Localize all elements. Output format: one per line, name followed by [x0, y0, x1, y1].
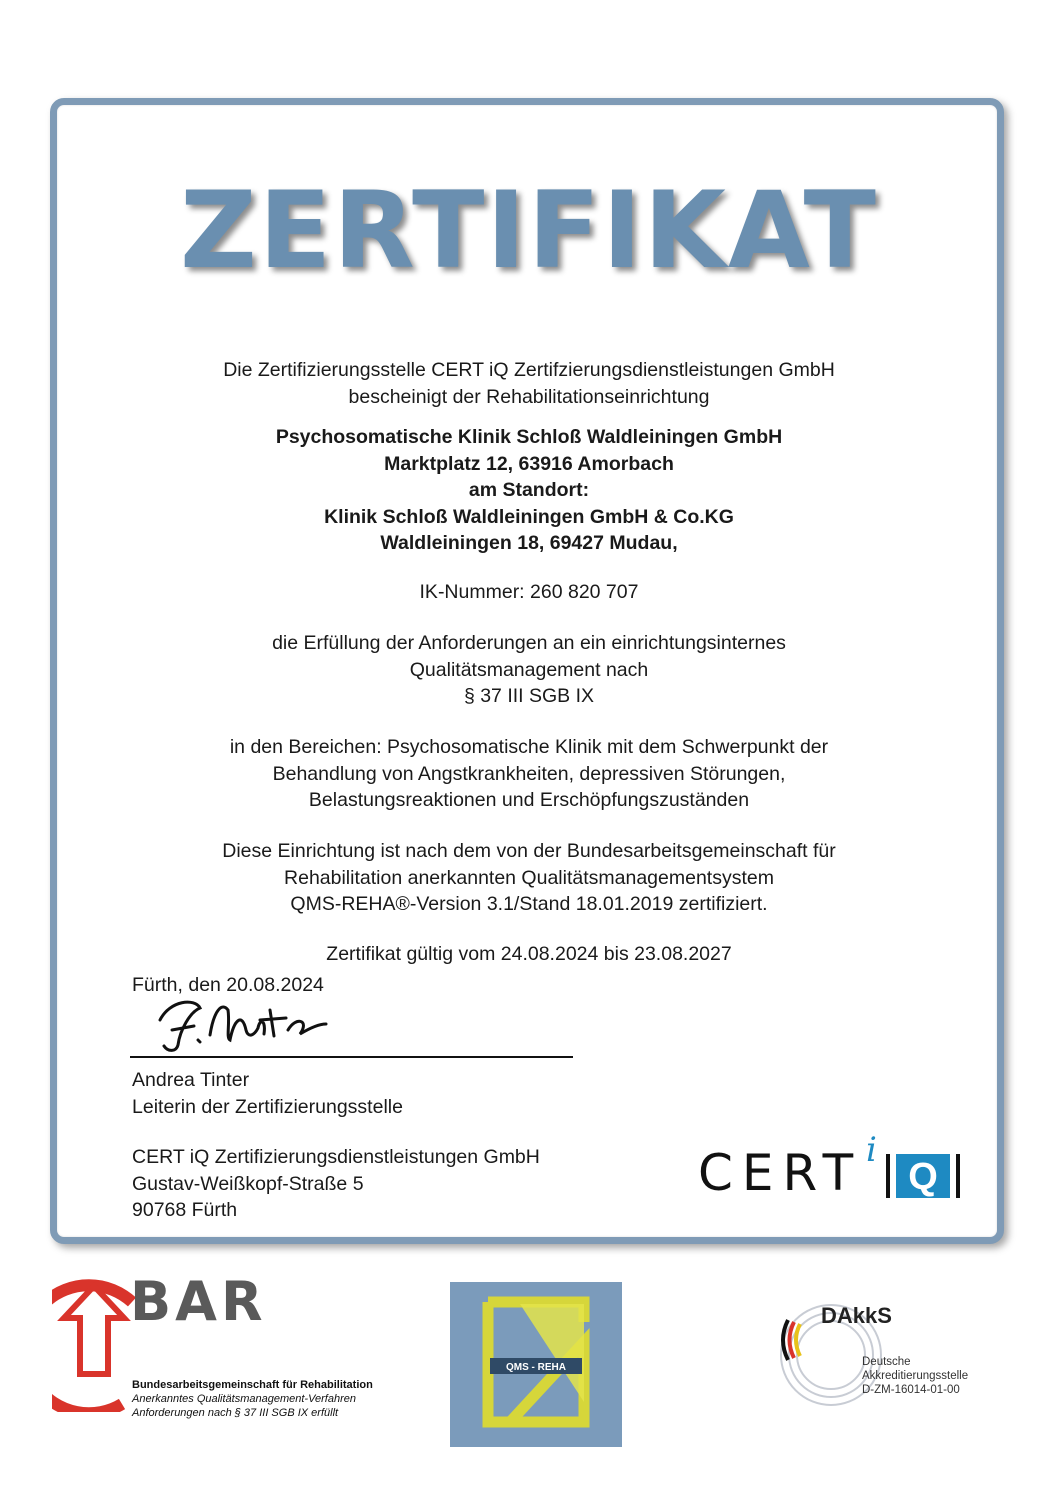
facility-line: Psychosomatische Klinik Schloß Waldleiningen GmbH: [275, 426, 783, 448]
facility-block: [0, 424, 1058, 557]
dakks-caption-line: Deutsche: [862, 1356, 911, 1368]
facility-line: Waldleiningen 18, 69427 Mudau,: [380, 532, 678, 554]
qms-statement-line: QMS-REHA®-Version 3.1/Stand 18.01.2019 zertifiziert.: [290, 893, 768, 915]
bar-caption-line: Anerkanntes Qualitätsmanagement-Verfahren: [132, 1393, 356, 1405]
dakks-caption-line: D-ZM-16014-01-00: [862, 1384, 960, 1396]
intro-line: bescheinigt der Rehabilitationseinrichtung: [348, 385, 710, 408]
dakks-caption: [862, 1355, 968, 1397]
cert-logo-text: CERT: [698, 1144, 863, 1202]
issuer-address: [132, 1144, 540, 1224]
requirements-block: [0, 630, 1058, 710]
dakks-logo: [776, 1300, 1006, 1420]
facility-line: am Standort:: [468, 479, 590, 501]
address-line: CERT iQ Zertifizierungsdienstleistungen GmbH: [132, 1146, 540, 1168]
bar-caption-line: Bundesarbeitsgemeinschaft für Rehabilitation: [132, 1379, 373, 1391]
intro-text: [0, 357, 1058, 410]
cert-logo-bracket: [886, 1154, 960, 1198]
signatory-block: [132, 1067, 403, 1120]
bar-logo: [52, 1270, 373, 1460]
place-date: Fürth, den 20.08.2024: [132, 974, 324, 996]
areas-block: [0, 734, 1058, 814]
signatory-name: Andrea Tinter: [132, 1069, 250, 1091]
cert-logo-i: i: [866, 1130, 877, 1170]
signatory-role: Leiterin der Zertifizierungsstelle: [132, 1095, 403, 1118]
bar-name: BAR: [130, 1270, 267, 1333]
ik-number: IK-Nummer: 260 820 707: [419, 581, 639, 603]
address-line: Gustav-Weißkopf-Straße 5: [132, 1172, 364, 1195]
requirements-line: § 37 III SGB IX: [463, 685, 595, 707]
areas-line: Behandlung von Angstkrankheiten, depressiven Störungen,: [272, 762, 786, 785]
facility-line: Marktplatz 12, 63916 Amorbach: [384, 452, 674, 475]
validity: Zertifikat gültig vom 24.08.2024 bis 23.08.2027: [326, 943, 732, 965]
requirements-line: die Erfüllung der Anforderungen an ein einrichtungsinternes: [272, 632, 786, 654]
cert-iq-logo: [698, 1132, 968, 1204]
requirements-line: Qualitätsmanagement nach: [409, 658, 649, 681]
certificate-title: ZERTIFIKAT: [180, 169, 878, 292]
qms-statement-line: Rehabilitation anerkannten Qualitätsmanagementsystem: [284, 866, 774, 889]
qms-statement-line: Diese Einrichtung ist nach dem von der Bundesarbeitsgemeinschaft für: [222, 840, 836, 862]
dakks-name: DAkkS: [821, 1303, 892, 1328]
qms-reha-label: QMS - REHA: [506, 1362, 566, 1373]
areas-line: Belastungsreaktionen und Erschöpfungszuständen: [308, 789, 750, 811]
bar-caption-line: Anforderungen nach § 37 III SGB IX erfüllt: [132, 1407, 339, 1419]
bar-arrow-icon: [52, 1272, 136, 1412]
cert-logo-q: Q: [896, 1154, 950, 1198]
dakks-caption-line: Akkreditierungsstelle: [862, 1370, 969, 1382]
facility-line: Klinik Schloß Waldleiningen GmbH & Co.KG: [324, 505, 734, 528]
qms-reha-icon: [450, 1282, 622, 1447]
areas-line: in den Bereichen: Psychosomatische Klinik mit dem Schwerpunkt der: [229, 736, 829, 758]
address-line: 90768 Fürth: [132, 1199, 238, 1221]
qms-statement: [0, 838, 1058, 918]
signature-line: [130, 1056, 573, 1058]
signature-image: [150, 990, 340, 1060]
bar-caption: [132, 1378, 373, 1420]
qms-reha-logo: [450, 1282, 622, 1447]
intro-line: Die Zertifizierungsstelle CERT iQ Zertifzierungsdienstleistungen GmbH: [223, 359, 835, 381]
